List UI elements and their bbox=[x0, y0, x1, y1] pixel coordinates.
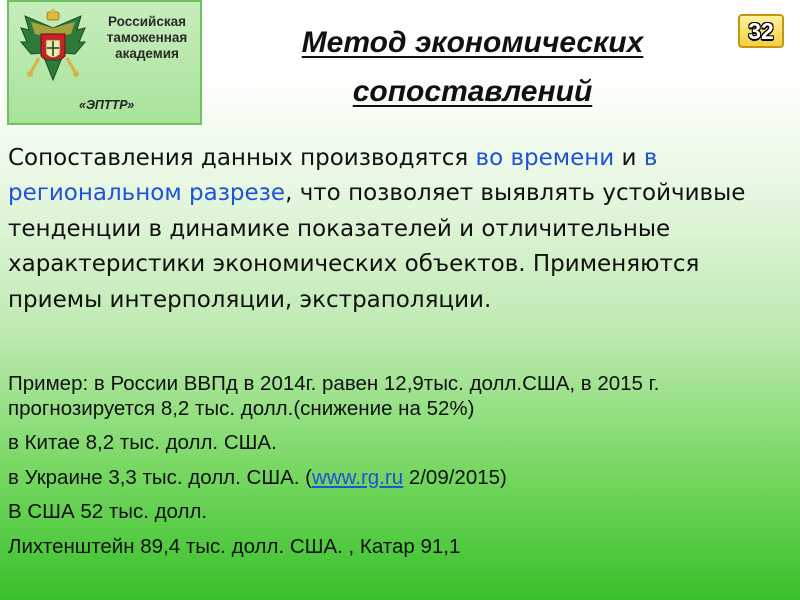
example-china: в Китае 8,2 тыс. долл. США. bbox=[8, 431, 277, 454]
academy-line: Российская bbox=[107, 14, 186, 29]
department-label: «ЭПТТР» bbox=[79, 98, 135, 112]
slide-title bbox=[215, 18, 730, 116]
ukraine-text: в Украине 3,3 тыс. долл. США. ( bbox=[8, 465, 312, 489]
academy-line: академия bbox=[115, 46, 179, 61]
example-ukraine bbox=[8, 466, 793, 490]
title-line-2: сопоставлений bbox=[352, 75, 593, 108]
example-liechtenstein-qatar: Лихтенштейн 89,4 тыс. долл. США. , Катар 91,1 bbox=[8, 534, 461, 558]
ukraine-date: 2/09/2015) bbox=[403, 465, 507, 489]
examples-block bbox=[8, 371, 793, 558]
source-link[interactable]: www.rg.ru bbox=[312, 465, 404, 489]
slide-number-badge: 32 bbox=[738, 14, 784, 48]
academy-line: таможенная bbox=[106, 30, 188, 45]
title-line-1: Метод экономических bbox=[301, 26, 644, 59]
example-russia: Пример: в России ВВПд в 2014г. равен 12,9тыс. долл.США, в 2015 г. прогнозируется 8,2 тыс. долл.(снижение на 52%) bbox=[8, 372, 660, 420]
example-usa: В США 52 тыс. долл. bbox=[8, 500, 208, 523]
para-text: , что позволяет выявлять устойчивые тенденции в динамике показателей и отличительные характеристики экономических объектов. Применяются приемы интерполяции, экстраполяции. bbox=[8, 180, 746, 313]
highlight-region: в региональном разрезе bbox=[8, 145, 658, 207]
main-paragraph bbox=[8, 141, 793, 318]
academy-logo-panel bbox=[7, 0, 202, 125]
para-text: Сопоставления данных производятся bbox=[8, 145, 476, 171]
highlight-time: во времени bbox=[475, 145, 615, 171]
academy-name bbox=[95, 14, 199, 62]
para-text: и bbox=[614, 145, 644, 171]
customs-emblem-icon bbox=[19, 8, 87, 86]
